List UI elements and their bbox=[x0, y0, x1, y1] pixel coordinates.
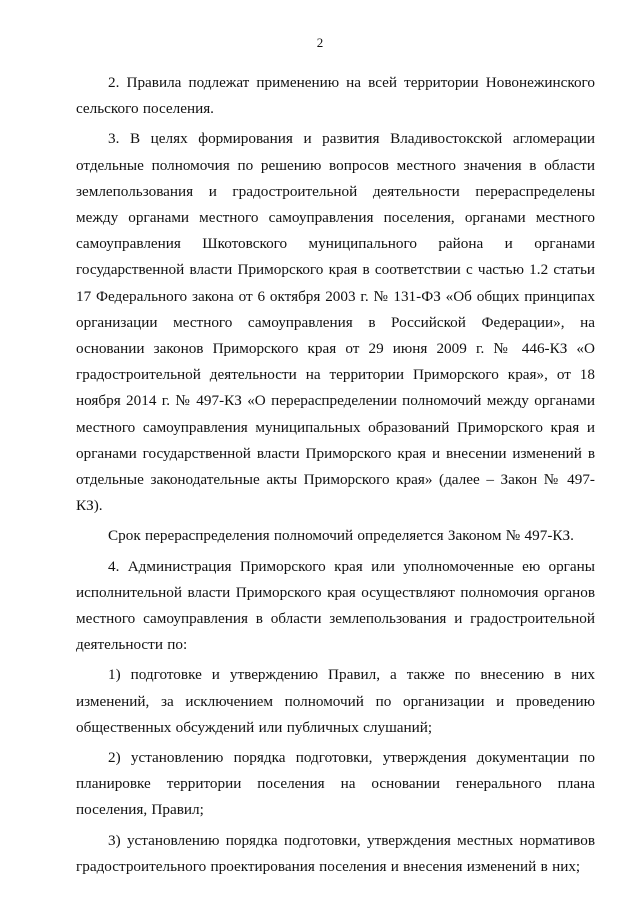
paragraph-administration-powers: 4. Администрация Приморского края или уполномоченные ею органы исполнительной власти Приморского края осуществляют полномочия органов местного самоуправления в области землепользования и градостроительной деятельности по: bbox=[76, 557, 595, 654]
paragraph-agglomeration: 3. В целях формирования и развития Владивостокской агломерации отдельные полномочия по решению вопросов местного значения в области землепользования и градостроительной деятельности перераспределены между органами местного самоуправления поселения, органами местного самоуправления Шкотовского муниципального района и органами государственной власти Приморского края в соответствии с частью 1.2 статьи 17 Федерального закона от 6 октября 2003 г. № 131-ФЗ «Об общих принципах организации местного самоуправления в Российской Федерации», на основании законов Приморского края от 29 июня 2009 г. № 446-КЗ «О градостроительной деятельности на территории Приморского края», от 18 ноября 2014 г. № 497-КЗ «О перераспределении полномочий между органами местного самоуправления муниципальных образований Приморского края и органами государственной власти Приморского края и внесении изменений в отдельные законодательные акты Приморского края» (далее – Закон № 497-КЗ). bbox=[76, 130, 595, 515]
list-item-3: 3) установлению порядка подготовки, утверждения местных нормативов градостроительного проектирования поселения и внесения изменений в них; bbox=[76, 831, 595, 875]
paragraph-rules-territory: 2. Правила подлежат применению на всей территории Новонежинского сельского поселения. bbox=[76, 74, 595, 118]
list-item-1: 1) подготовке и утверждению Правил, а также по внесению в них изменений, за исключением полномочий по организации и проведению общественных обсуждений или публичных слушаний; bbox=[76, 666, 595, 736]
paragraph-redistribution-term: Срок перераспределения полномочий определяется Законом № 497-КЗ. bbox=[108, 527, 574, 545]
list-item-2: 2) установлению порядка подготовки, утверждения документации по планировке территории поселения на основании генерального плана поселения, Правил; bbox=[76, 749, 595, 819]
document-body bbox=[76, 70, 595, 884]
page-number: 2 bbox=[316, 35, 324, 50]
